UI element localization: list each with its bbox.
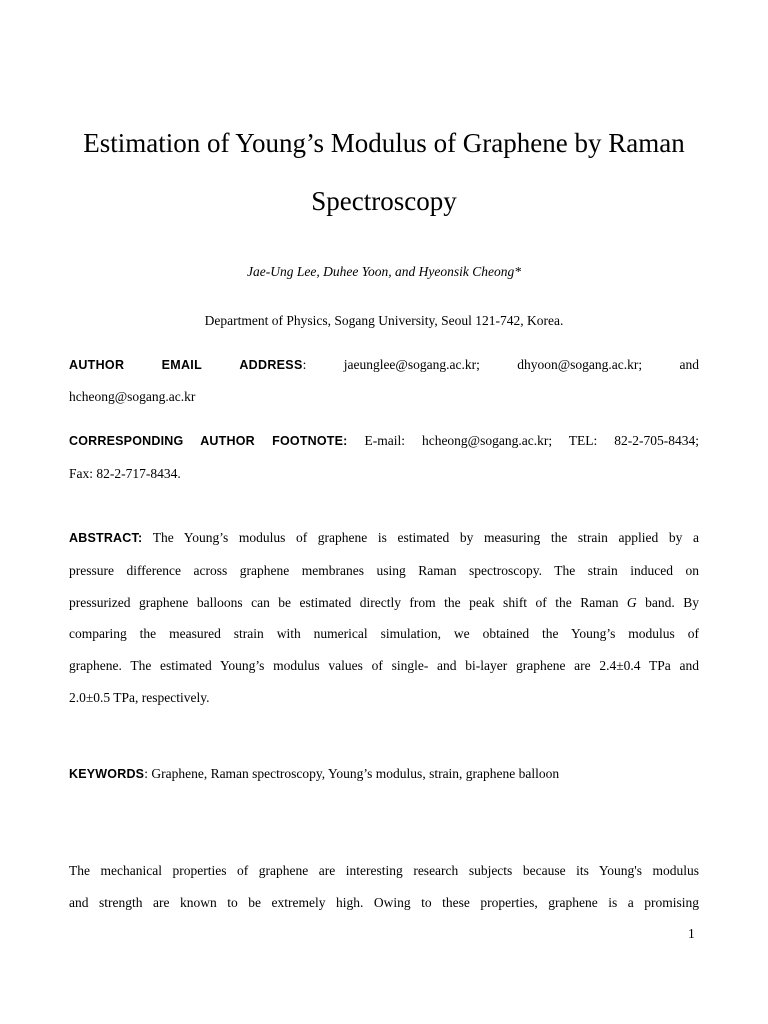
- keywords-text: : Graphene, Raman spectroscopy, Young’s modulus, strain, graphene balloon: [144, 766, 560, 781]
- intro-line-2: and strength are known to be extremely high. Owing to these properties, graphene is a promising: [69, 894, 699, 910]
- abstract-text-1: The Young’s modulus of graphene is estimated by measuring the strain applied by a: [142, 530, 699, 545]
- paper-title-line-1: Estimation of Young’s Modulus of Graphene by Raman: [83, 128, 685, 158]
- author-email-line: [69, 356, 699, 374]
- intro-line-1: The mechanical properties of graphene are interesting research subjects because its Young's modulus: [69, 863, 699, 878]
- corresponding-label: CORRESPONDING AUTHOR FOOTNOTE:: [69, 434, 348, 448]
- author-email-label-word-3-wrap: [239, 356, 306, 374]
- author-email-2: dhyoon@sogang.ac.kr;: [517, 357, 643, 372]
- abstract-line-5: graphene. The estimated Young’s modulus values of single- and bi-layer graphene are 2.4±0.4 TPa and: [69, 658, 699, 674]
- abstract-label: ABSTRACT:: [69, 531, 143, 545]
- author-email-colon: :: [302, 357, 307, 372]
- corresponding-text-1: E-mail: hcheong@sogang.ac.kr; TEL: 82-2-705-8434;: [347, 433, 699, 448]
- abstract-text-3b: band. By: [636, 594, 699, 610]
- author-email-and: and: [679, 357, 699, 372]
- abstract-line-2: pressure difference across graphene membranes using Raman spectroscopy. The strain induced on: [69, 562, 699, 578]
- author-list: Jae-Ung Lee, Duhee Yoon, and Hyeonsik Cheong*: [247, 264, 521, 279]
- abstract-line-3: [69, 587, 699, 619]
- paper-title-line-2: Spectroscopy: [311, 186, 457, 216]
- abstract-line-6: 2.0±0.5 TPa, respectively.: [69, 689, 210, 705]
- author-email-1: jaeunglee@sogang.ac.kr;: [343, 357, 480, 372]
- raman-g-band-symbol: G: [626, 594, 637, 610]
- author-email-label-word-3: ADDRESS: [239, 358, 303, 372]
- corresponding-line-1: [69, 425, 699, 458]
- keywords-line: [69, 765, 559, 783]
- affiliation: Department of Physics, Sogang University, Seoul 121-742, Korea.: [204, 313, 564, 328]
- abstract-line-1: [69, 522, 699, 555]
- author-email-label-word-1: AUTHOR: [69, 358, 125, 372]
- corresponding-author-footnote: [69, 425, 699, 490]
- author-email-3: hcheong@sogang.ac.kr: [69, 389, 196, 404]
- corresponding-line-2: Fax: 82-2-717-8434.: [69, 465, 181, 481]
- abstract-line-4: comparing the measured strain with numerical simulation, we obtained the Young’s modulus of: [69, 626, 699, 642]
- abstract-paragraph: [69, 522, 699, 714]
- author-email-label-word-2: EMAIL: [161, 358, 203, 372]
- introduction-paragraph: [69, 855, 699, 919]
- abstract-text-3a: pressurized graphene balloons can be estimated directly from the peak shift of the Raman: [69, 594, 627, 610]
- page-number: 1: [688, 926, 695, 941]
- keywords-label: KEYWORDS: [69, 767, 145, 781]
